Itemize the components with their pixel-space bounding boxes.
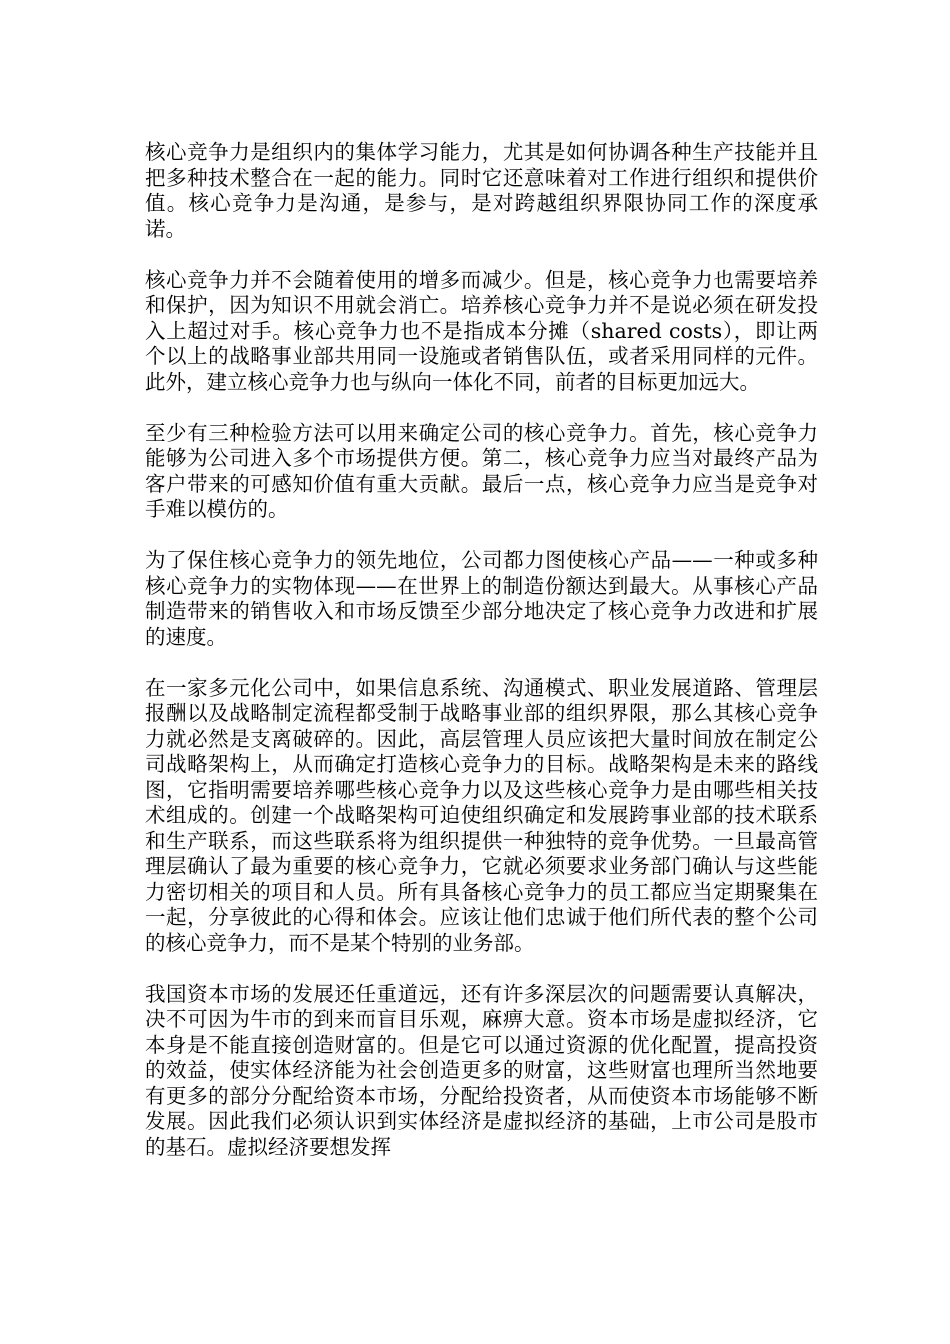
paragraph-2: 核心竞争力并不会随着使用的增多而减少。但是，核心竞争力也需要培养和保护，因为知识不用就会消亡。培养核心竞争力并不是说必须在研发投入上超过对手。核心竞争力也不是指成本分摊（shared costs），即让两个以上的战略事业部共用同一设施或者销售队伍，或者采用同样的元件。此外，建立核心竞争力也与纵向一体化不同，前者的目标更加远大。 <box>145 267 818 394</box>
paragraph-6: 我国资本市场的发展还任重道远，还有许多深层次的问题需要认真解决，决不可因为牛市的到来而盲目乐观，麻痹大意。资本市场是虚拟经济，它本身是不能直接创造财富的。但是它可以通过资源的优化配置，提高投资的效益，使实体经济能为社会创造更多的财富，这些财富也理所当然地要有更多的部分分配给资本市场，分配给投资者，从而使资本市场能够不断发展。因此我们必须认识到实体经济是虚拟经济的基础，上市公司是股市的基石。虚拟经济要想发挥 <box>145 981 818 1159</box>
paragraph-4: 为了保住核心竞争力的领先地位，公司都力图使核心产品——一种或多种核心竞争力的实物体现——在世界上的制造份额达到最大。从事核心产品制造带来的销售收入和市场反馈至少部分地决定了核心竞争力改进和扩展的速度。 <box>145 548 818 649</box>
paragraph-1: 核心竞争力是组织内的集体学习能力，尤其是如何协调各种生产技能并且把多种技术整合在一起的能力。同时它还意味着对工作进行组织和提供价值。核心竞争力是沟通，是参与，是对跨越组织界限协同工作的深度承诺。 <box>145 140 818 241</box>
paragraph-5: 在一家多元化公司中，如果信息系统、沟通模式、职业发展道路、管理层报酬以及战略制定流程都受制于战略事业部的组织界限，那么其核心竞争力就必然是支离破碎的。因此，高层管理人员应该把大量时间放在制定公司战略架构上，从而确定打造核心竞争力的目标。战略架构是未来的路线图，它指明需要培养哪些核心竞争力以及这些核心竞争力是由哪些相关技术组成的。创建一个战略架构可迫使组织确定和发展跨事业部的技术联系和生产联系，而这些联系将为组织提供一种独特的竞争优势。一旦最高管理层确认了最为重要的核心竞争力，它就必须要求业务部门确认与这些能力密切相关的项目和人员。所有具备核心竞争力的员工都应当定期聚集在一起，分享彼此的心得和体会。应该让他们忠诚于他们所代表的整个公司的核心竞争力，而不是某个特别的业务部。 <box>145 675 818 955</box>
paragraph-3: 至少有三种检验方法可以用来确定公司的核心竞争力。首先，核心竞争力能够为公司进入多个市场提供方便。第二，核心竞争力应当对最终产品为客户带来的可感知价值有重大贡献。最后一点，核心竞争力应当是竞争对手难以模仿的。 <box>145 420 818 521</box>
document-body <box>145 140 818 1160</box>
